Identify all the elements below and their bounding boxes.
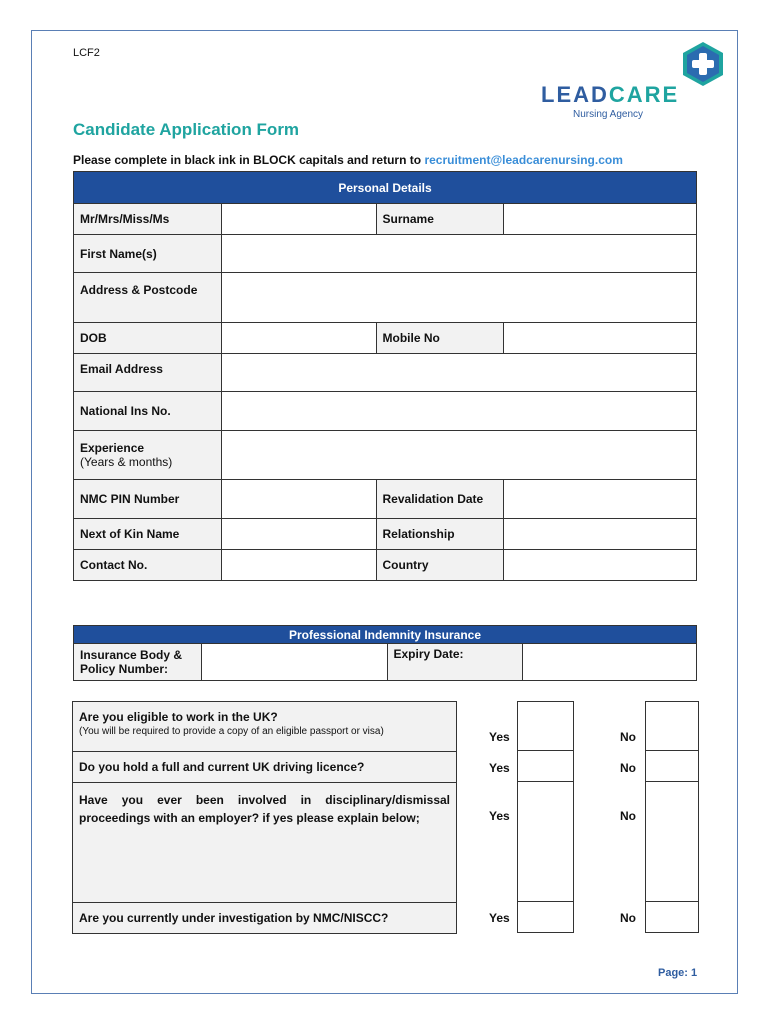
q2-no-box[interactable] bbox=[645, 750, 699, 782]
personal-details-heading: Personal Details bbox=[74, 172, 697, 204]
email-field[interactable] bbox=[221, 354, 696, 392]
nmc-field[interactable] bbox=[221, 480, 376, 519]
contact-field[interactable] bbox=[221, 550, 376, 581]
ni-label: National Ins No. bbox=[74, 392, 222, 431]
mobile-label: Mobile No bbox=[376, 323, 504, 354]
relationship-label: Relationship bbox=[376, 519, 504, 550]
dob-field[interactable] bbox=[221, 323, 376, 354]
q3-yes-label: Yes bbox=[489, 809, 510, 823]
dob-label: DOB bbox=[74, 323, 222, 354]
ni-field[interactable] bbox=[221, 392, 696, 431]
q3-no-box[interactable] bbox=[645, 781, 699, 902]
form-title: Candidate Application Form bbox=[73, 120, 300, 139]
q4-yes-box[interactable] bbox=[517, 901, 574, 933]
document-code: LCF2 bbox=[73, 47, 100, 59]
recruitment-email-link[interactable]: recruitment@leadcarenursing.com bbox=[424, 153, 623, 167]
kin-label: Next of Kin Name bbox=[74, 519, 222, 550]
insurance-table bbox=[73, 625, 697, 681]
instruction-text: Please complete in black ink in BLOCK capitals and return to recruitment@leadcarenursing.com bbox=[73, 153, 623, 167]
relationship-field[interactable] bbox=[504, 519, 697, 550]
insurance-body-field[interactable] bbox=[201, 644, 387, 681]
kin-field[interactable] bbox=[221, 519, 376, 550]
logo-subtitle: Nursing Agency bbox=[573, 109, 644, 120]
title-label: Mr/Mrs/Miss/Ms bbox=[74, 204, 222, 235]
q4-no-box[interactable] bbox=[645, 901, 699, 933]
expiry-label: Expiry Date: bbox=[387, 644, 523, 681]
q2-no-label: No bbox=[620, 761, 636, 775]
first-name-label: First Name(s) bbox=[74, 235, 222, 273]
insurance-heading: Professional Indemnity Insurance bbox=[74, 626, 697, 644]
experience-label: Experience (Years & months) bbox=[74, 431, 222, 480]
nmc-label: NMC PIN Number bbox=[74, 480, 222, 519]
company-logo bbox=[536, 41, 726, 123]
question-uk-eligibility: Are you eligible to work in the UK? (You will be required to provide a copy of an eligible passport or visa) bbox=[73, 702, 457, 752]
address-field[interactable] bbox=[221, 273, 696, 323]
q4-no-label: No bbox=[620, 911, 636, 925]
q4-yes-label: Yes bbox=[489, 911, 510, 925]
q1-yes-box[interactable] bbox=[517, 701, 574, 751]
mobile-field[interactable] bbox=[504, 323, 697, 354]
medical-cross-icon bbox=[681, 41, 725, 87]
logo-wordmark: LEADCARE bbox=[541, 82, 680, 107]
insurance-body-label: Insurance Body & Policy Number: bbox=[74, 644, 202, 681]
expiry-field[interactable] bbox=[523, 644, 697, 681]
country-label: Country bbox=[376, 550, 504, 581]
q2-yes-box[interactable] bbox=[517, 750, 574, 782]
surname-label: Surname bbox=[376, 204, 504, 235]
revalidation-label: Revalidation Date bbox=[376, 480, 504, 519]
address-label: Address & Postcode bbox=[74, 273, 222, 323]
q3-yes-box[interactable] bbox=[517, 781, 574, 902]
contact-label: Contact No. bbox=[74, 550, 222, 581]
q3-no-label: No bbox=[620, 809, 636, 823]
q1-yes-label: Yes bbox=[489, 730, 510, 744]
country-field[interactable] bbox=[504, 550, 697, 581]
email-label: Email Address bbox=[74, 354, 222, 392]
question-nmc-investigation: Are you currently under investigation by NMC/NISCC? bbox=[73, 903, 457, 934]
surname-field[interactable] bbox=[504, 204, 697, 235]
experience-field[interactable] bbox=[221, 431, 696, 480]
q1-no-label: No bbox=[620, 730, 636, 744]
q1-no-box[interactable] bbox=[645, 701, 699, 751]
question-disciplinary: Have you ever been involved in disciplinary/dismissal proceedings with an employer? if yes please explain below; bbox=[73, 783, 457, 903]
personal-details-table bbox=[73, 171, 697, 581]
revalidation-field[interactable] bbox=[504, 480, 697, 519]
questions-table bbox=[72, 701, 457, 934]
page-number: Page: 1 bbox=[658, 967, 698, 979]
title-field[interactable] bbox=[221, 204, 376, 235]
question-driving-licence: Do you hold a full and current UK driving licence? bbox=[73, 752, 457, 783]
q2-yes-label: Yes bbox=[489, 761, 510, 775]
first-name-field[interactable] bbox=[221, 235, 696, 273]
